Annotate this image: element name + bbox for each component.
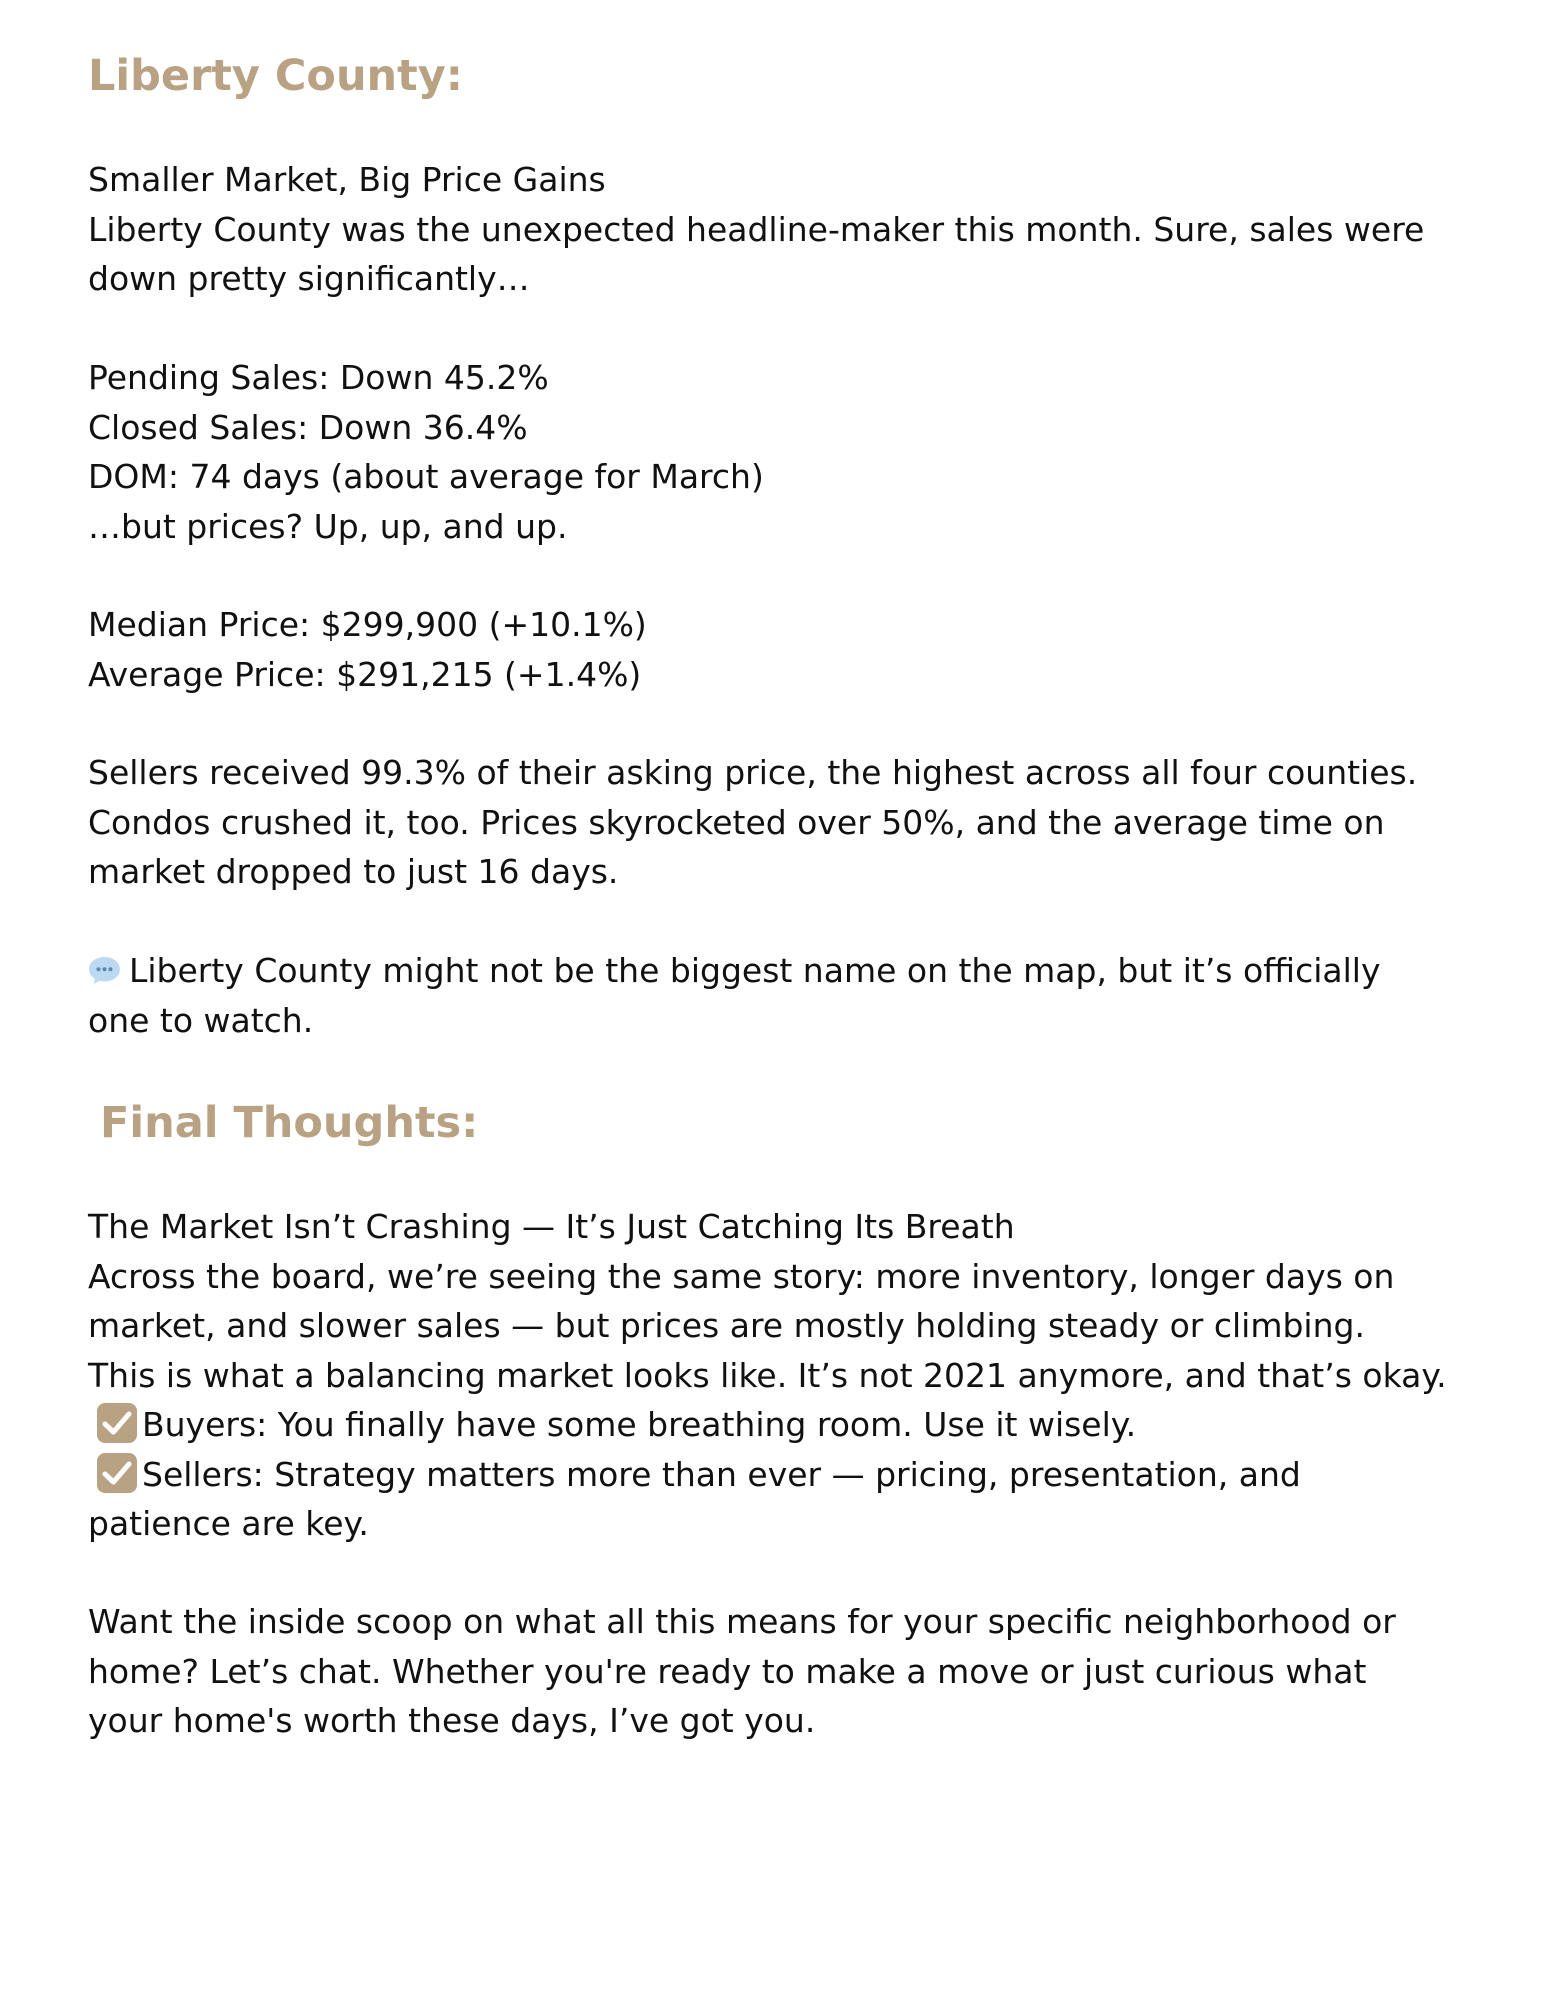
prices-teaser: …but prices? Up, up, and up. <box>88 506 568 546</box>
paragraph-line: your home's worth these days, I’ve got you. <box>88 1701 816 1740</box>
final-subtitle: The Market Isn’t Crashing — It’s Just Catching Its Breath <box>88 1207 1015 1246</box>
dom-stat: DOM: 74 days (about average for March) <box>88 457 764 496</box>
sellers-item <box>88 1450 1468 1500</box>
liberty-intro <box>88 155 1468 304</box>
paragraph-line: home? Let’s chat. Whether you're ready to make a move or just curious what <box>88 1651 1367 1691</box>
check-mark-icon <box>96 1402 138 1444</box>
callout-line: one to watch. <box>88 1000 314 1040</box>
sellers-text: Sellers: Strategy matters more than ever — pricing, presentation, and <box>142 1454 1301 1494</box>
liberty-sellers-paragraph <box>88 748 1468 897</box>
paragraph-line: market dropped to just 16 days. <box>88 852 619 891</box>
paragraph-line: Across the board, we’re seeing the same story: more inventory, longer days on <box>88 1256 1395 1296</box>
paragraph-line: Liberty County was the unexpected headline-maker this month. Sure, sales were <box>88 209 1425 249</box>
buyers-item <box>88 1400 1468 1450</box>
check-mark-icon <box>96 1452 138 1494</box>
buyers-text: Buyers: You finally have some breathing room. Use it wisely. <box>142 1405 1137 1444</box>
average-price-stat: Average Price: $291,215 (+1.4%) <box>88 654 642 694</box>
paragraph-line: Want the inside scoop on what all this means for your specific neighborhood or <box>88 1602 1396 1641</box>
paragraph-line: This is what a balancing market looks like. It’s not 2021 anymore, and that’s okay. <box>88 1355 1447 1395</box>
sellers-text-continued: patience are key. <box>88 1504 369 1543</box>
speech-bubble-icon <box>88 956 121 985</box>
paragraph-line: Sellers received 99.3% of their asking price, the highest across all four counties. <box>88 753 1418 792</box>
final-thoughts-heading: Final Thoughts: <box>100 1098 479 1148</box>
final-thoughts-body <box>88 1202 1468 1549</box>
median-price-stat: Median Price: $299,900 (+10.1%) <box>88 605 647 644</box>
liberty-stats <box>88 353 1468 551</box>
paragraph-line: Condos crushed it, too. Prices skyrocketed over 50%, and the average time on <box>88 802 1385 842</box>
closed-sales-stat: Closed Sales: Down 36.4% <box>88 407 528 447</box>
paragraph-line: market, and slower sales — but prices are mostly holding steady or climbing. <box>88 1306 1365 1345</box>
closing-paragraph <box>88 1597 1468 1746</box>
callout-line: Liberty County might not be the biggest name on the map, but it’s officially <box>129 951 1381 990</box>
liberty-prices <box>88 600 1468 699</box>
liberty-county-heading: Liberty County: <box>88 51 463 101</box>
paragraph-line: down pretty significantly… <box>88 259 530 298</box>
liberty-callout <box>88 946 1468 1045</box>
pending-sales-stat: Pending Sales: Down 45.2% <box>88 358 549 397</box>
liberty-subtitle: Smaller Market, Big Price Gains <box>88 160 606 199</box>
